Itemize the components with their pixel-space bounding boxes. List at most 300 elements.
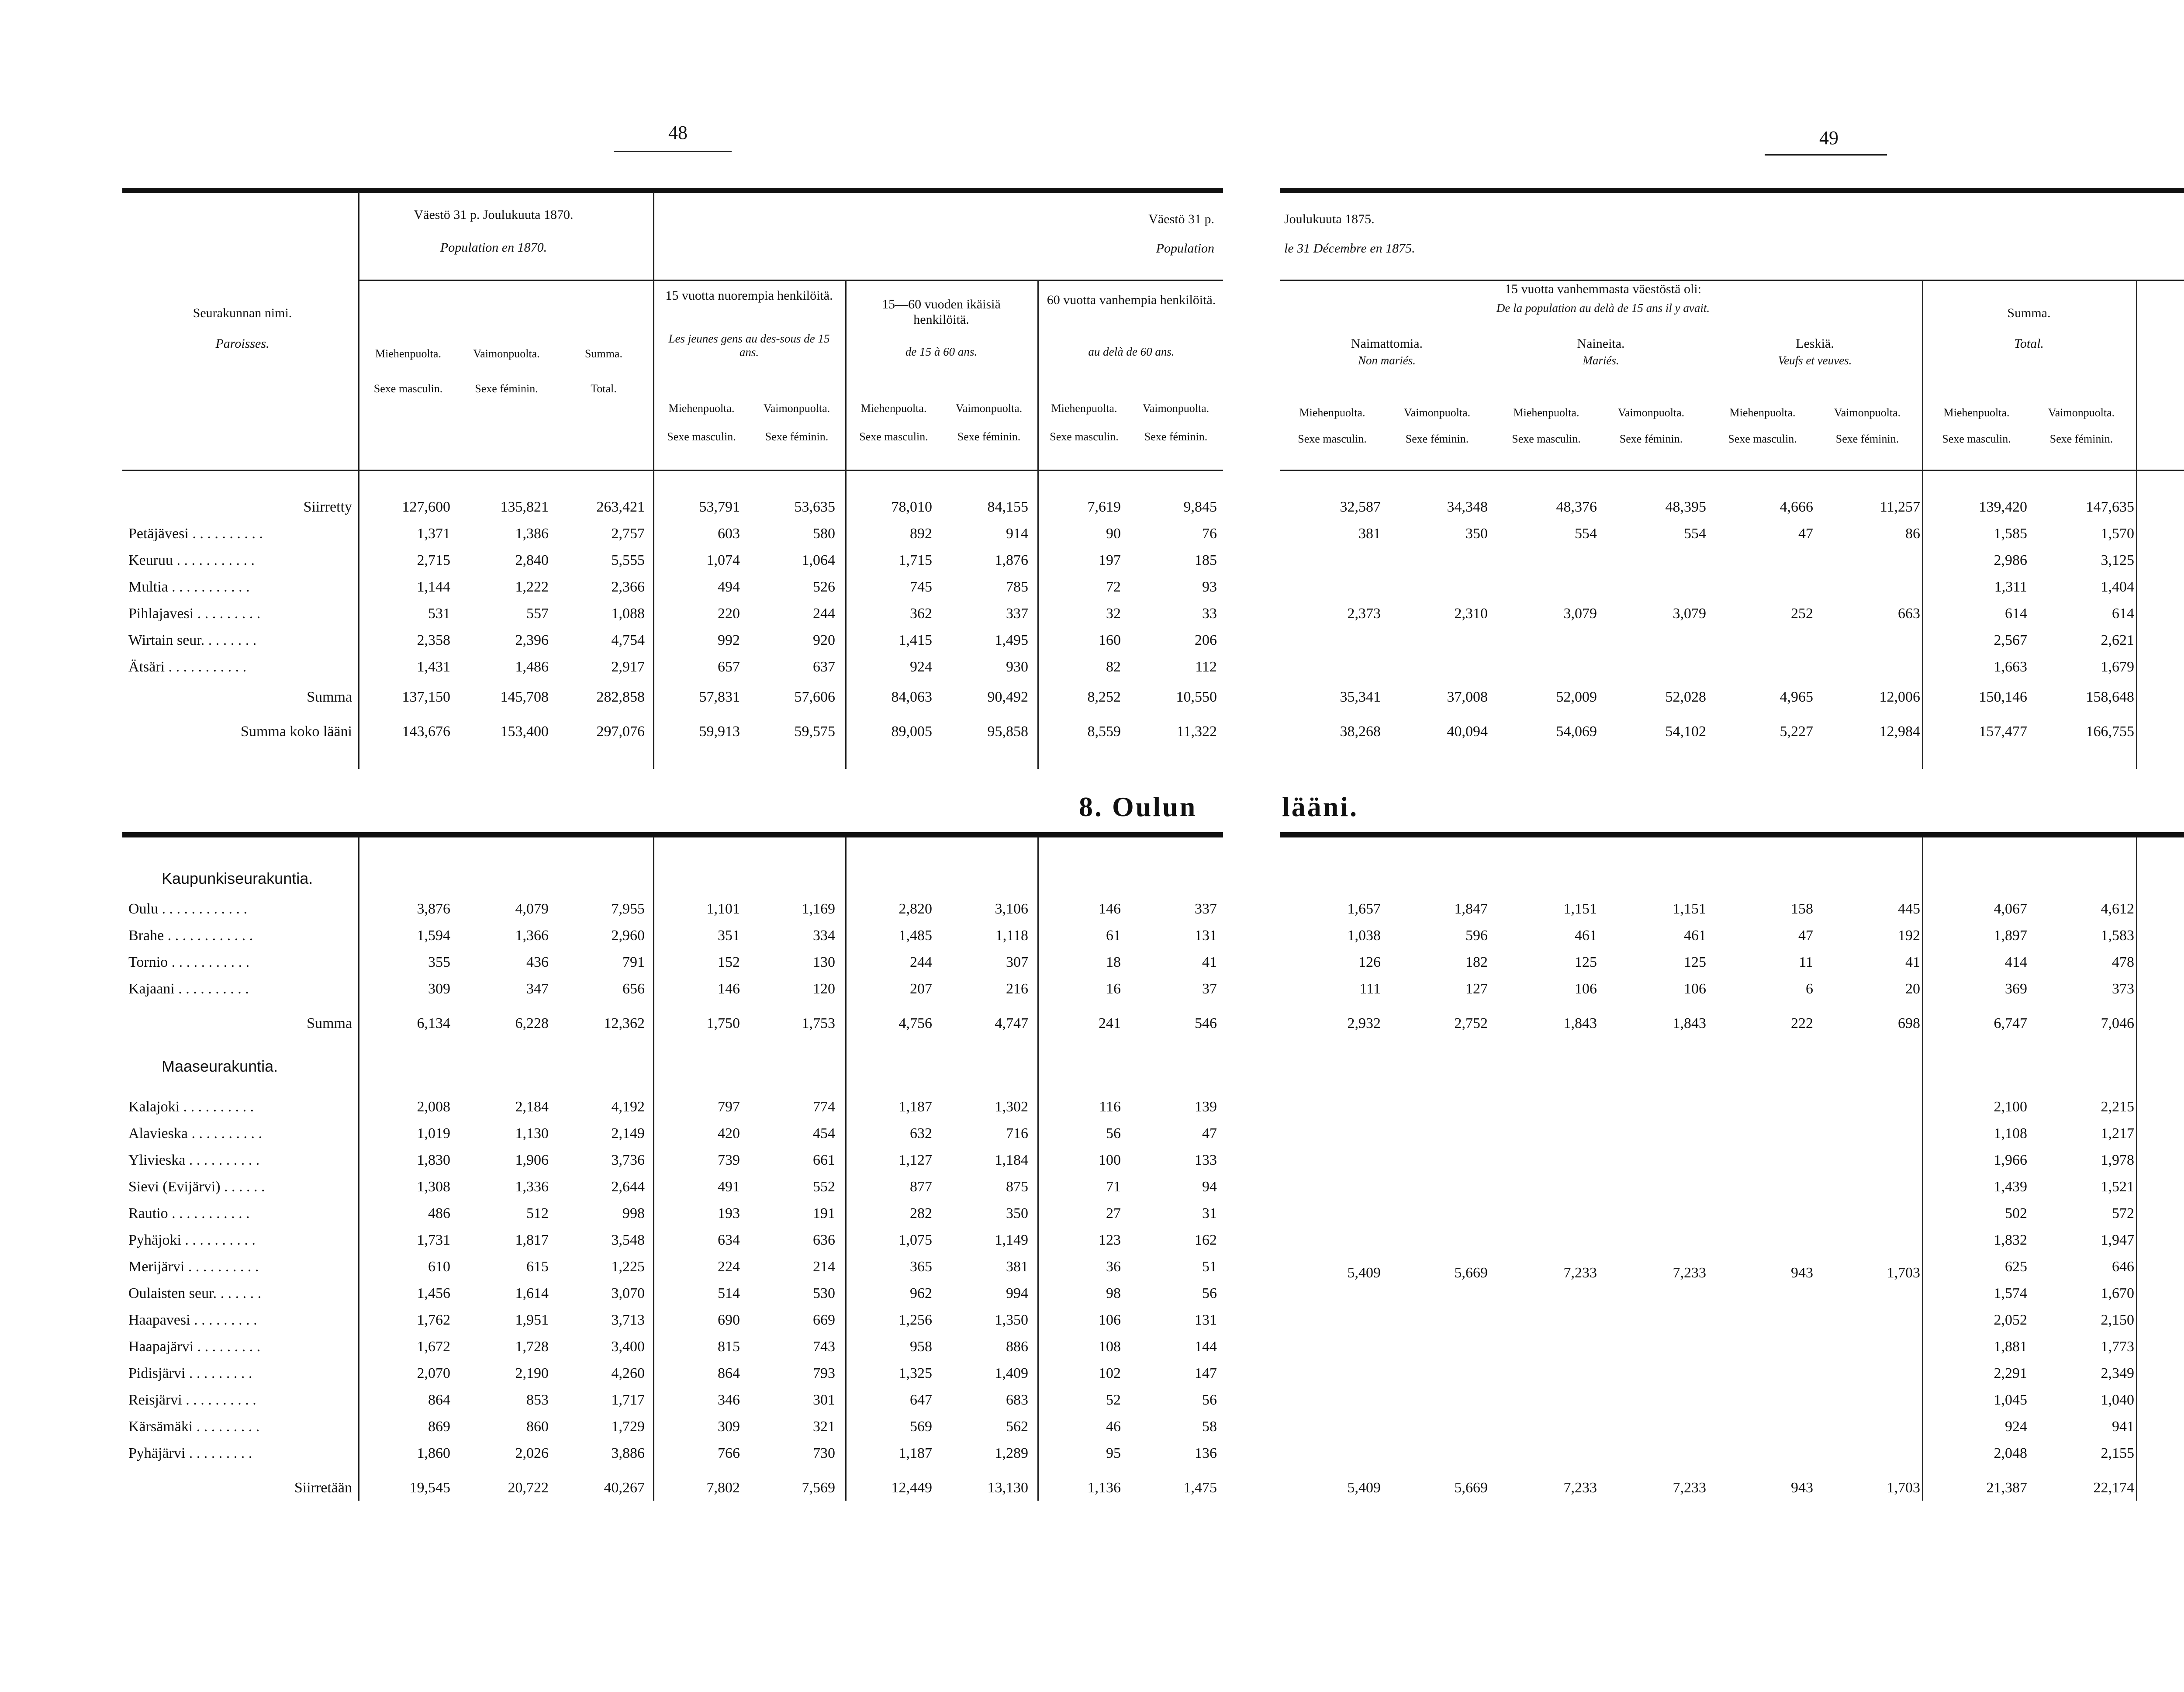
cell-value: 1,075 xyxy=(898,1232,932,1248)
cell-value: 102 xyxy=(1099,1365,1121,1381)
header-young-sm: Sexe masculin. xyxy=(667,430,736,443)
cell-value: 1,703 xyxy=(1887,1479,1920,1496)
cell-value: 347 xyxy=(526,980,549,997)
parish-name: Petäjävesi . . . . . . . . . . xyxy=(128,525,263,542)
cell-value xyxy=(2140,1147,2184,1173)
cell-value: 5,409 xyxy=(1347,1479,1381,1496)
cell-value xyxy=(1280,654,1387,680)
cell-value: 1,843 xyxy=(1673,1015,1706,1031)
table-row xyxy=(122,520,1223,547)
cell-value: 144 xyxy=(1195,1338,1217,1355)
cell-value: 1,074 xyxy=(706,552,740,568)
cell-value: 491 xyxy=(718,1178,740,1195)
empty-cell xyxy=(1603,1307,1712,1333)
cell-value xyxy=(2140,1280,2184,1307)
cell-value: 5,555 xyxy=(611,552,645,568)
cell-value: 1,521 xyxy=(2101,1178,2134,1195)
cell-value xyxy=(2140,494,2184,520)
empty-cell xyxy=(1387,1120,1494,1147)
cell-value: 924 xyxy=(910,658,932,675)
cell-value xyxy=(1819,547,1926,574)
cell-value: 369 xyxy=(2005,980,2027,997)
parish-name: Oulu . . . . . . . . . . . . xyxy=(128,900,247,917)
cell-value: 603 xyxy=(718,525,740,542)
cell-value: 27 xyxy=(1106,1205,1121,1221)
empty-cell xyxy=(1712,1147,1819,1173)
header-young-sf: Sexe féminin. xyxy=(765,430,829,443)
cell-value xyxy=(1280,547,1387,574)
cell-value: 1,906 xyxy=(515,1152,549,1168)
cell-value: 222 xyxy=(1791,1015,1813,1031)
parish-name: Pidisjärvi . . . . . . . . . xyxy=(128,1365,252,1381)
cell-value xyxy=(1819,574,1926,600)
cell-value: 125 xyxy=(1575,954,1597,970)
empty-cell xyxy=(1387,1093,1494,1120)
cell-value: 1,951 xyxy=(515,1311,549,1328)
cell-value: 1,088 xyxy=(611,605,645,622)
empty-cell xyxy=(1712,1360,1819,1387)
table-row xyxy=(1280,1333,2184,1360)
cell-value: 766 xyxy=(718,1445,740,1461)
table-row xyxy=(1280,494,2184,520)
cell-value xyxy=(2140,1387,2184,1413)
table-row xyxy=(122,1147,1223,1173)
cell-value: 2,621 xyxy=(2101,632,2134,648)
cell-value: 546 xyxy=(1195,1015,1217,1031)
cell-value: 120 xyxy=(813,980,835,997)
header-r-f4: Vaimonpuolta. xyxy=(2048,406,2115,419)
header-nain: Naineita. xyxy=(1577,336,1625,351)
empty-cell xyxy=(1712,1440,1819,1467)
cell-value xyxy=(1712,654,1819,680)
cell-value: 6,228 xyxy=(515,1015,549,1031)
cell-value: 1,585 xyxy=(1994,525,2027,542)
header-nain-fr: Mariés. xyxy=(1583,354,1619,367)
cell-value: 657 xyxy=(718,658,740,675)
cell-value: 3,713 xyxy=(611,1311,645,1328)
cell-value: 54,069 xyxy=(1556,723,1597,740)
cell-value: 130 xyxy=(813,954,835,970)
cell-value: 569 xyxy=(910,1418,932,1435)
cell-value: 512 xyxy=(526,1205,549,1221)
header-over15: 15 vuotta vanhemmasta väestöstä oli: xyxy=(1505,282,1701,296)
cell-value: 16 xyxy=(1106,980,1121,997)
cell-value: 1,881 xyxy=(1994,1338,2027,1355)
cell-value: 108 xyxy=(1099,1338,1121,1355)
cell-value: 2,149 xyxy=(611,1125,645,1142)
cell-value: 596 xyxy=(1465,927,1488,944)
cell-value xyxy=(2140,949,2184,976)
cell-value: 2,757 xyxy=(611,525,645,542)
cell-value: 21,387 xyxy=(1986,1479,2027,1496)
cell-value: 494 xyxy=(718,578,740,595)
empty-cell xyxy=(1603,1413,1712,1440)
empty-cell xyxy=(1819,1120,1926,1147)
cell-value xyxy=(1819,654,1926,680)
cell-value: 2,840 xyxy=(515,552,549,568)
header-mid: 15—60 vuoden ikäisiä henkilöitä. xyxy=(882,297,1001,327)
empty-cell xyxy=(1494,1200,1603,1227)
cell-value: 683 xyxy=(1006,1391,1028,1408)
cell-value: 614 xyxy=(2005,605,2027,622)
cell-value: 111 xyxy=(1359,980,1381,997)
cell-value: 58 xyxy=(1202,1418,1217,1435)
cell-value: 634 xyxy=(718,1232,740,1248)
table-row xyxy=(122,896,1223,922)
header-sexe-f-1870: Sexe féminin. xyxy=(475,382,538,395)
cell-value: 2,358 xyxy=(417,632,450,648)
empty-cell xyxy=(1387,1200,1494,1227)
cell-value: 22,174 xyxy=(2093,1479,2134,1496)
cell-value xyxy=(1712,574,1819,600)
cell-value: 554 xyxy=(1684,525,1706,542)
header-young: 15 vuotta nuorempia henkilöitä. xyxy=(665,288,833,303)
header-vaesto31p: Väestö 31 p. xyxy=(1148,212,1214,226)
empty-cell xyxy=(1280,1120,1387,1147)
cell-value: 1,897 xyxy=(1994,927,2027,944)
cell-value: 1,151 xyxy=(1563,900,1597,917)
cell-value: 11 xyxy=(1799,954,1813,970)
cell-value: 93 xyxy=(1202,578,1217,595)
cell-value xyxy=(2140,1120,2184,1147)
cell-value xyxy=(1494,574,1603,600)
cell-value xyxy=(2140,1333,2184,1360)
cell-value: 2,048 xyxy=(1994,1445,2027,1461)
table-row xyxy=(1280,520,2184,547)
cell-value: 1,366 xyxy=(515,927,549,944)
header-r-m4: Miehenpuolta. xyxy=(1943,406,2010,419)
table-row xyxy=(1280,896,2184,922)
cell-value: 502 xyxy=(2005,1205,2027,1221)
cell-value: 137,150 xyxy=(402,689,450,705)
cell-value: 7,233 xyxy=(1673,1479,1706,1496)
parish-name: Oulaisten seur. . . . . . . xyxy=(128,1285,262,1301)
empty-cell xyxy=(1603,1093,1712,1120)
cell-value xyxy=(1494,654,1603,680)
cell-value: 3,876 xyxy=(417,900,450,917)
cell-value: 632 xyxy=(910,1125,932,1142)
spacer-row xyxy=(1280,1467,2184,1474)
cell-value: 1,040 xyxy=(2101,1391,2134,1408)
cell-value: 350 xyxy=(1006,1205,1028,1221)
cell-value: 252 xyxy=(1791,605,1813,622)
cell-value: 95,858 xyxy=(987,723,1028,740)
empty-cell xyxy=(1494,1413,1603,1440)
cell-value: 56 xyxy=(1202,1285,1217,1301)
cell-value xyxy=(2140,976,2184,1002)
cell-value: 1,860 xyxy=(417,1445,450,1461)
cell-value: 40,267 xyxy=(604,1479,645,1496)
cell-value: 145,708 xyxy=(500,689,549,705)
empty-cell xyxy=(1819,1307,1926,1333)
cell-value: 33 xyxy=(1202,605,1217,622)
header-r-f1: Vaimonpuolta. xyxy=(1403,406,1471,419)
cell-value: 13,130 xyxy=(987,1479,1028,1496)
cell-value: 1,966 xyxy=(1994,1152,2027,1168)
empty-cell xyxy=(1494,1173,1603,1200)
cell-value: 4,756 xyxy=(898,1015,932,1031)
header-old-f: Vaimonpuolta. xyxy=(1142,402,1209,415)
cell-value: 131 xyxy=(1195,927,1217,944)
cell-value: 84,155 xyxy=(987,498,1028,515)
header-mid-sf: Sexe féminin. xyxy=(957,430,1021,443)
parish-name: Multia . . . . . . . . . . . xyxy=(128,578,250,595)
empty-cell xyxy=(1712,1280,1819,1307)
header-old-sf: Sexe féminin. xyxy=(1144,430,1208,443)
cell-value: 150,146 xyxy=(1979,689,2027,705)
cell-value: 116 xyxy=(1099,1098,1121,1115)
empty-cell xyxy=(1494,1120,1603,1147)
header-r-sm1: Sexe masculin. xyxy=(1298,433,1367,445)
cell-value: 774 xyxy=(813,1098,835,1115)
cell-value: 636 xyxy=(813,1232,835,1248)
cell-value: 1,670 xyxy=(2101,1285,2134,1301)
cell-value: 40,094 xyxy=(1447,723,1488,740)
cell-value: 1,064 xyxy=(802,552,835,568)
cell-value: 193 xyxy=(718,1205,740,1221)
cell-value: 8,559 xyxy=(1087,723,1121,740)
cell-value: 185 xyxy=(1195,552,1217,568)
cell-value: 1,045 xyxy=(1994,1391,2027,1408)
table-row xyxy=(122,1474,1223,1501)
parish-name: Kajaani . . . . . . . . . . xyxy=(128,980,249,997)
header-sexe-m-1870: Sexe masculin. xyxy=(373,382,443,395)
cell-value: 12,006 xyxy=(1879,689,1920,705)
cell-value: 72 xyxy=(1106,578,1121,595)
cell-value xyxy=(1712,627,1819,654)
cell-value: 1,843 xyxy=(1563,1015,1597,1031)
empty-cell xyxy=(1387,1307,1494,1333)
cell-value: 56 xyxy=(1202,1391,1217,1408)
table-row xyxy=(122,574,1223,600)
table-row xyxy=(122,949,1223,976)
cell-value: 1,336 xyxy=(515,1178,549,1195)
cell-value: 6 xyxy=(1806,980,1813,997)
header-mieh-1870: Miehenpuolta. xyxy=(375,347,441,360)
cell-value: 1,386 xyxy=(515,525,549,542)
cell-value: 1,149 xyxy=(995,1232,1028,1248)
cell-value: 350 xyxy=(1465,525,1488,542)
cell-value: 791 xyxy=(622,954,645,970)
empty-cell xyxy=(1819,1227,1926,1253)
empty-cell xyxy=(1280,1307,1387,1333)
cell-value: 1,703 xyxy=(1887,1265,1920,1281)
cell-value: 244 xyxy=(813,605,835,622)
table-row xyxy=(1280,547,2184,574)
empty-cell xyxy=(1494,1307,1603,1333)
cell-value xyxy=(1387,627,1494,654)
header-r-sf1: Sexe féminin. xyxy=(1405,433,1469,445)
cell-value: 7,569 xyxy=(802,1479,835,1496)
cell-value: 351 xyxy=(718,927,740,944)
cell-value: 552 xyxy=(813,1178,835,1195)
cell-value: 282,858 xyxy=(596,689,645,705)
bottom-left-table xyxy=(122,896,1223,1501)
cell-value: 875 xyxy=(1006,1178,1028,1195)
empty-cell xyxy=(1494,1360,1603,1387)
cell-value xyxy=(2140,718,2184,745)
table-row xyxy=(1280,574,2184,600)
cell-value: 5,669 xyxy=(1454,1479,1488,1496)
cell-value: 1,431 xyxy=(417,658,450,675)
parish-name: Pyhäjärvi . . . . . . . . . xyxy=(128,1445,252,1461)
cell-value: 414 xyxy=(2005,954,2027,970)
cell-value: 100 xyxy=(1099,1152,1121,1168)
cell-value: 785 xyxy=(1006,578,1028,595)
cell-value: 4,260 xyxy=(611,1365,645,1381)
header-vaesto1870: Väestö 31 p. Joulukuuta 1870. xyxy=(414,208,574,222)
table-row xyxy=(1280,1173,2184,1200)
cell-value: 1,136 xyxy=(1087,1479,1121,1496)
empty-cell xyxy=(1712,1120,1819,1147)
cell-value xyxy=(2140,1413,2184,1440)
empty-cell xyxy=(1819,1280,1926,1307)
cell-value: 1,217 xyxy=(2101,1125,2134,1142)
cell-value xyxy=(2140,520,2184,547)
table-row xyxy=(1280,1413,2184,1440)
empty-cell xyxy=(1280,1387,1387,1413)
parish-name: Wirtain seur. . . . . . . . xyxy=(128,632,257,648)
cell-value xyxy=(2140,1307,2184,1333)
cell-value: 943 xyxy=(1791,1265,1813,1281)
cell-value: 1,108 xyxy=(1994,1125,2027,1142)
table-row xyxy=(1280,1010,2184,1037)
table-row xyxy=(1280,1280,2184,1307)
cell-value: 1,151 xyxy=(1673,900,1706,917)
cell-value: 739 xyxy=(718,1152,740,1168)
cell-value: 2,366 xyxy=(611,578,645,595)
cell-value: 37 xyxy=(1202,980,1217,997)
header-r-m2: Miehenpuolta. xyxy=(1513,406,1579,419)
cell-value: 147,635 xyxy=(2086,498,2134,515)
header-total2: Total. xyxy=(2014,336,2044,351)
empty-cell xyxy=(1280,1173,1387,1200)
header-population: Population xyxy=(1156,241,1214,256)
cell-value: 8,252 xyxy=(1087,689,1121,705)
cell-value: 1,144 xyxy=(417,578,450,595)
cell-value: 1,574 xyxy=(1994,1285,2027,1301)
cell-value xyxy=(2140,684,2184,710)
header-r-sf4: Sexe féminin. xyxy=(2049,433,2113,445)
empty-cell xyxy=(1387,1280,1494,1307)
cell-value: 52,028 xyxy=(1665,689,1706,705)
cell-value: 131 xyxy=(1195,1311,1217,1328)
cell-value: 214 xyxy=(813,1258,835,1275)
cell-value: 160 xyxy=(1099,632,1121,648)
cell-value: 743 xyxy=(813,1338,835,1355)
spacer-row xyxy=(122,1467,1223,1474)
header-young-m: Miehenpuolta. xyxy=(668,402,735,415)
cell-value: 41 xyxy=(1202,954,1217,970)
empty-cell xyxy=(1280,1440,1387,1467)
empty-cell xyxy=(1280,1200,1387,1227)
cell-value: 309 xyxy=(718,1418,740,1435)
header-r-sf3: Sexe féminin. xyxy=(1835,433,1899,445)
cell-value xyxy=(2140,896,2184,922)
cell-value: 1,830 xyxy=(417,1152,450,1168)
cell-value: 57,606 xyxy=(794,689,835,705)
empty-cell xyxy=(1712,1200,1819,1227)
cell-value: 2,100 xyxy=(1994,1098,2027,1115)
cell-value: 98 xyxy=(1106,1285,1121,1301)
cell-value: 365 xyxy=(910,1258,932,1275)
cell-value: 2,070 xyxy=(417,1365,450,1381)
cell-value xyxy=(2140,1253,2184,1280)
cell-value xyxy=(2140,627,2184,654)
parish-name: Brahe . . . . . . . . . . . . xyxy=(128,927,253,944)
cell-value: 1,289 xyxy=(995,1445,1028,1461)
spacer-row xyxy=(122,680,1223,684)
cell-value: 337 xyxy=(1006,605,1028,622)
header-summa2: Summa. xyxy=(2007,306,2051,320)
spacer-row xyxy=(1280,1037,2184,1093)
cell-value: 71 xyxy=(1106,1178,1121,1195)
cell-value: 48,395 xyxy=(1665,498,1706,515)
cell-value: 52,009 xyxy=(1556,689,1597,705)
table-row xyxy=(122,1413,1223,1440)
cell-value: 864 xyxy=(428,1391,450,1408)
cell-value: 1,409 xyxy=(995,1365,1028,1381)
cell-value: 297,076 xyxy=(596,723,645,740)
empty-cell xyxy=(1280,1227,1387,1253)
cell-value xyxy=(1494,547,1603,574)
empty-cell xyxy=(1280,1093,1387,1120)
empty-cell xyxy=(1280,1360,1387,1387)
cell-value: 2,310 xyxy=(1454,605,1488,622)
cell-value: 47 xyxy=(1202,1125,1217,1142)
cell-value: 514 xyxy=(718,1285,740,1301)
cell-value: 35,341 xyxy=(1340,689,1381,705)
top-left-table xyxy=(122,494,1223,745)
table-row xyxy=(1280,949,2184,976)
cell-value: 3,070 xyxy=(611,1285,645,1301)
spacer-row xyxy=(122,1002,1223,1010)
cell-value: 478 xyxy=(2112,954,2134,970)
header-mid-m: Miehenpuolta. xyxy=(860,402,927,415)
table-row xyxy=(122,1010,1223,1037)
cell-value: 962 xyxy=(910,1285,932,1301)
cell-value: 2,184 xyxy=(515,1098,549,1115)
parish-name: Summa xyxy=(307,1015,352,1031)
table-row xyxy=(122,1120,1223,1147)
cell-value: 793 xyxy=(813,1365,835,1381)
cell-value: 1,832 xyxy=(1994,1232,2027,1248)
cell-value: 941 xyxy=(2112,1418,2134,1435)
cell-value: 19,545 xyxy=(409,1479,450,1496)
cell-value: 461 xyxy=(1575,927,1597,944)
header-r-sm3: Sexe masculin. xyxy=(1728,433,1797,445)
cell-value: 206 xyxy=(1195,632,1217,648)
cell-value: 1,753 xyxy=(802,1015,835,1031)
cell-value: 1,475 xyxy=(1183,1479,1217,1496)
table-row xyxy=(122,1227,1223,1253)
cell-value: 61 xyxy=(1106,927,1121,944)
cell-value xyxy=(1387,547,1494,574)
parish-name: Pihlajavesi . . . . . . . . . xyxy=(128,605,261,622)
table-row xyxy=(1280,1227,2184,1253)
cell-value: 95 xyxy=(1106,1445,1121,1461)
cell-value: 1,127 xyxy=(898,1152,932,1168)
cell-value: 1,404 xyxy=(2101,578,2134,595)
header-r-f2: Vaimonpuolta. xyxy=(1617,406,1685,419)
cell-value: 31 xyxy=(1202,1205,1217,1221)
header-old-m: Miehenpuolta. xyxy=(1051,402,1117,415)
cell-value: 18 xyxy=(1106,954,1121,970)
cell-value: 182 xyxy=(1465,954,1488,970)
cell-value: 562 xyxy=(1006,1418,1028,1435)
empty-cell xyxy=(1819,1440,1926,1467)
cell-value: 90,492 xyxy=(987,689,1028,705)
